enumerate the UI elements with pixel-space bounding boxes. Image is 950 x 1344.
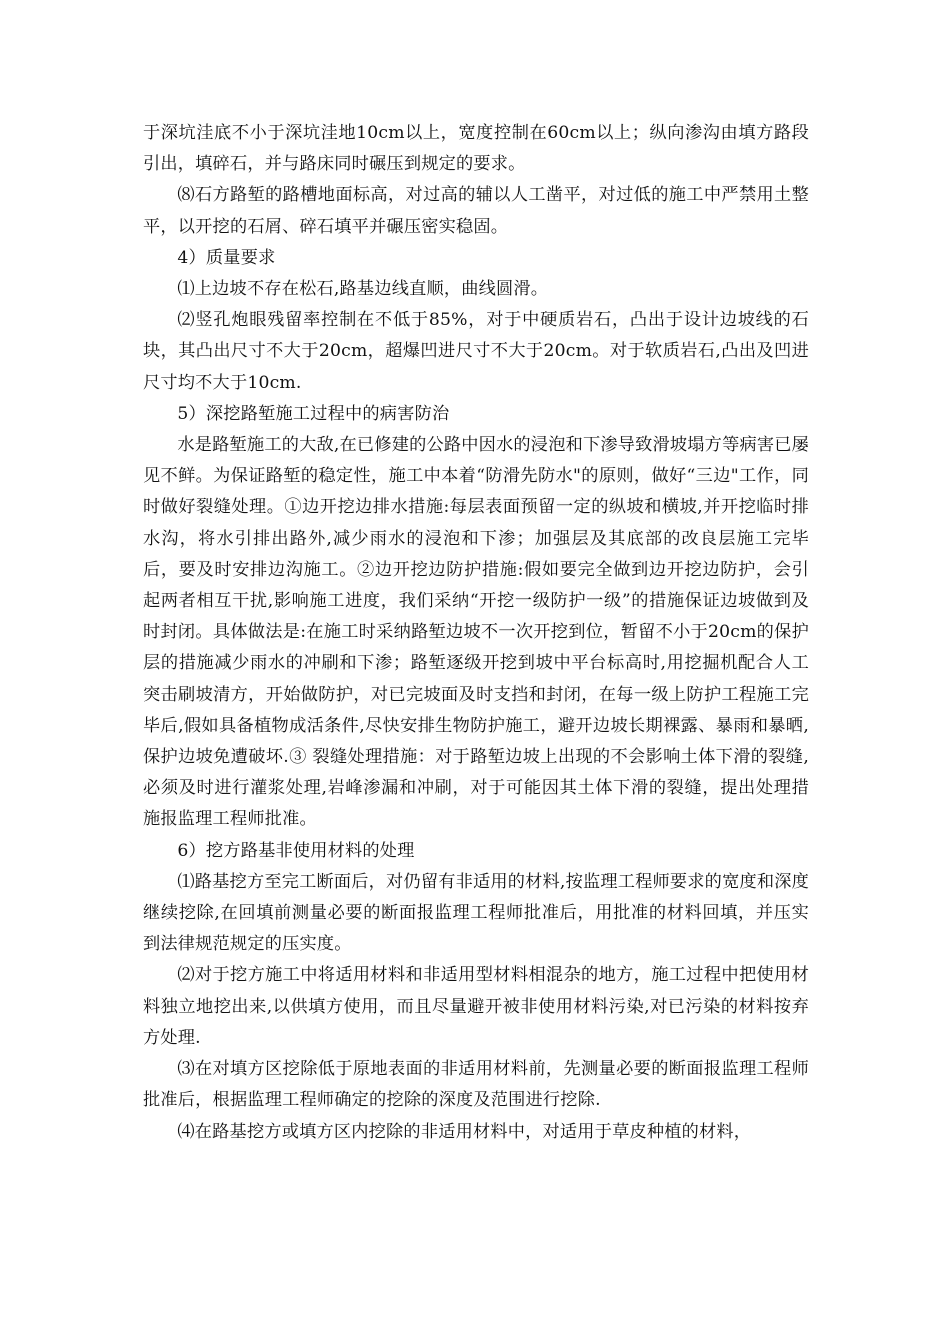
paragraph-item-2: ⑵对于挖方施工中将适用材料和非适用型材料相混杂的地方，施工过程中把使用材料独立地挖出来,以供填方使用，而且尽量避开被非使用材料污染,对已污染的材料按弃方处理. [143,965,809,1048]
paragraph-item-2: ⑵竖孔炮眼残留率控制在不低于85%，对于中硬质岩石，凸出于设计边坡线的石块，其凸出尺寸不大于20cm，超爆凹进尺寸不大于20cm。对于软质岩石,凸出及凹进尺寸均不大于10cm. [143,310,809,393]
paragraph-item-8: ⑻石方路堑的路槽地面标高，对过高的辅以人工凿平，对过低的施工中严禁用土整平，以开挖的石屑、碎石填平并碾压密实稳固。 [143,185,809,237]
paragraph-item-3: ⑶在对填方区挖除低于原地表面的非适用材料前，先测量必要的断面报监理工程师批准后，根据监理工程师确定的挖除的深度及范围进行挖除. [143,1059,809,1111]
section-heading-quality: 4）质量要求 [177,247,276,268]
paragraph-continuation: 于深坑洼底不小于深坑洼地10cm以上，宽度控制在60cm以上；纵向渗沟由填方路段引出，填碎石，并与路床同时碾压到规定的要求。 [143,123,809,175]
paragraph-water-prevention: 水是路堑施工的大敌,在已修建的公路中因水的浸泡和下渗导致滑坡塌方等病害已屡见不鲜。为保证路堑的稳定性，施工中本着“防滑先防水"的原则，做好“三边"工作，同时做好裂缝处理。①边开挖边排水措施:每层表面预留一定的纵坡和横坡,并开挖临时排水沟，将水引排出路外,减少雨水的浸泡和下渗；加强层及其底部的改良层施工完毕后，要及时安排边沟施工。②边开挖边防护措施:假如要完全做到边开挖边防护，会引起两者相互干扰,影响施工进度，我们采纳“开挖一级防护一级”的措施保证边坡做到及时封闭。具体做法是:在施工时采纳路堑边坡不一次开挖到位，暂留不小于20cm的保护层的措施减少雨水的冲刷和下渗；路堑逐级开挖到坡中平台标高时,用挖掘机配合人工突击刷坡清方，开始做防护，对已完坡面及时支挡和封闭，在每一级上防护工程施工完毕后,假如具备植物成活条件,尽快安排生物防护施工，避开边坡长期裸露、暴雨和暴晒,保护边坡免遭破坏.③ 裂缝处理措施：对于路堑边坡上出现的不会影响土体下滑的裂缝,必须及时进行灌浆处理,岩峰渗漏和冲刷，对于可能因其土体下滑的裂缝，提出处理措施报监理工程师批准。 [143,435,810,830]
paragraph-item-1: ⑴路基挖方至完工断面后，对仍留有非适用的材料,按监理工程师要求的宽度和深度继续挖除,在回填前测量必要的断面报监理工程师批准后，用批准的材料回填，并压实到法律规范规定的压实度。 [143,871,810,955]
paragraph-item-1: ⑴上边坡不存在松石,路基边线直顺，曲线圆滑。 [177,279,549,300]
paragraph-item-4: ⑷在路基挖方或填方区内挖除的非适用材料中，对适用于草皮种植的材料， [177,1121,752,1142]
document-body [143,118,809,1148]
section-heading-disease-prevention: 5）深挖路堑施工过程中的病害防治 [177,403,450,424]
section-heading-unsuitable-materials: 6）挖方路基非使用材料的处理 [177,840,415,861]
